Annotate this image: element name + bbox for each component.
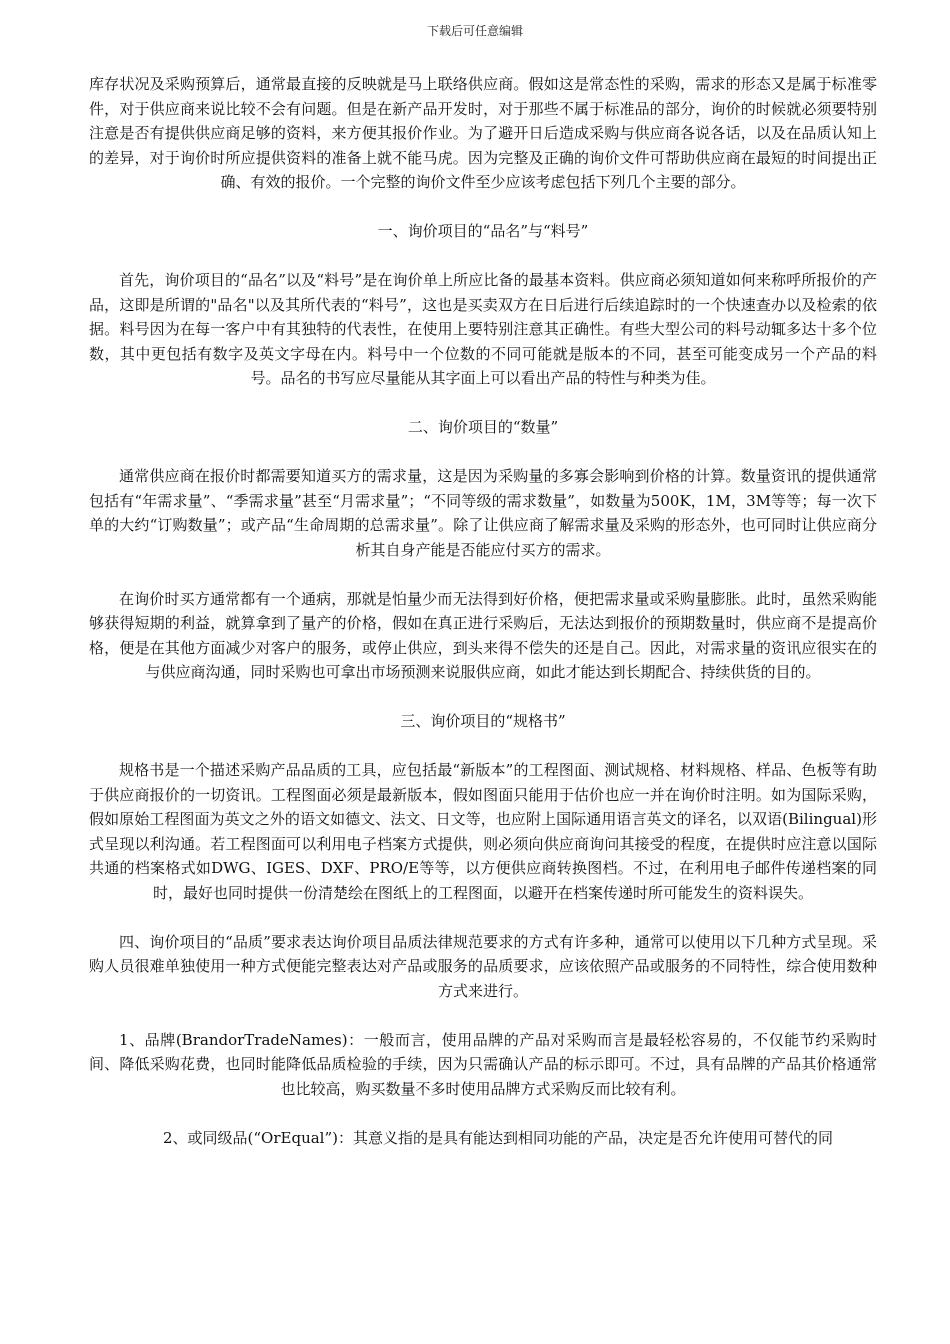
paragraph-item-name: 首先，询价项目的“品名”以及“料号”是在询价单上所应比备的最基本资料。供应商必须知道如何来称呼所报价的产品，这即是所谓的"品名"以及其所代表的“料号”，这也是买卖双方在日后进行后续追踪时的一个快速查办以及检索的依据。料号因为在每一客户中有其独特的代表性，在使用上要特别注意其正确性。有些大型公司的料号动辄多达十多个位数，其中更包括有数字及英文字母在内。料号中一个位数的不同可能就是版本的不同，甚至可能变成另一个产品的料号。品名的书写应尽量能从其字面上可以看出产品的特性与种类为佳。 [89,271,877,387]
paragraph-quantity-caution: 在询价时买方通常都有一个通病，那就是怕量少而无法得到好价格，便把需求量或采购量膨胀。此时，虽然采购能够获得短期的利益，就算拿到了量产的价格，假如在真正进行采购后，无法达到报价的预期数量时，供应商不是提高价格，便是在其他方面减少对客户的服务，或停止供应，到头来得不偿失的还是自己。因此，对需求量的资讯应很实在的与供应商沟通，同时采购也可拿出市场预测来说服供应商，如此才能达到长期配合、持续供货的目的。 [89,589,877,681]
page-header: 下载后可任意编辑 [426,24,523,38]
paragraph-or-equal: 2、或同级品(“OrEqual”)：其意义指的是具有能达到相同功能的产品，决定是否允许使用可替代的同 [162,1128,833,1147]
document-body [89,72,877,1175]
paragraph-specification: 规格书是一个描述采购产品品质的工具，应包括最“新版本”的工程图面、测试规格、材料规格、样品、色板等有助于供应商报价的一切资讯。工程图面必须是最新版本，假如图面只能用于估价也应一并在询价时注明。如为国际采购，假如原始工程图面为英文之外的语文如德文、法文、日文等，也应附上国际通用语言英文的译名，以双语(Bilingual)形式呈现以利沟通。若工程图面可以利用电子档案方式提供，则必须向供应商询问其接受的程度，在提供时应注意以国际共通的档案格式如DWG、IGES、DXF、PRO/E等等，以方便供应商转换图档。不过，在利用电子邮件传递档案的同时，最好也同时提供一份清楚绘在图纸上的工程图面，以避开在档案传递时所可能发生的资料误失。 [89,761,877,902]
section-heading-2: 二、询价项目的“数量” [407,418,559,436]
section-heading-1: 一、询价项目的“品名”与“料号” [377,222,589,240]
paragraph-brand: 1、品牌(BrandorTradeNames)：一般而言，使用品牌的产品对采购而言是最轻松容易的，不仅能节约采购时间、降低采购花费，也同时能降低品质检验的手续，因为只需确认产品的标示即可。不过，具有品牌的产品其价格通常也比较高，购买数量不多时使用品牌方式采购反而比较有利。 [89,1030,877,1098]
paragraph-quantity: 通常供应商在报价时都需要知道买方的需求量，这是因为采购量的多寡会影响到价格的计算。数量资讯的提供通常包括有“年需求量”、“季需求量”甚至“月需求量”；“不同等级的需求数量”，如数量为500K，1M，3M等等；每一次下单的大约“订购数量”；或产品“生命周期的总需求量”。除了让供应商了解需求量及采购的形态外，也可同时让供应商分析其自身产能是否能应付买方的需求。 [89,467,877,559]
intro-paragraph: 库存状况及采购预算后，通常最直接的反映就是马上联络供应商。假如这是常态性的采购，需求的形态又是属于标准零件，对于供应商来说比较不会有问题。但是在新产品开发时，对于那些不属于标准品的部分，询价的时候就必须要特别注意是否有提供供应商足够的资料，来方便其报价作业。为了避开日后造成采购与供应商各说各话，以及在品质认知上的差异，对于询价时所应提供资料的准备上就不能马虎。因为完整及正确的询价文件可帮助供应商在最短的时间提出正确、有效的报价。一个完整的询价文件至少应该考虑包括下列几个主要的部分。 [89,75,877,191]
paragraph-quality: 四、询价项目的“品质”要求表达询价项目品质法律规范要求的方式有许多种，通常可以使用以下几种方式呈现。采购人员很难单独使用一种方式便能完整表达对产品或服务的品质要求，应该依照产品或服务的不同特性，综合使用数种方式来进行。 [89,932,877,1000]
section-heading-3: 三、询价项目的“规格书” [400,712,566,730]
